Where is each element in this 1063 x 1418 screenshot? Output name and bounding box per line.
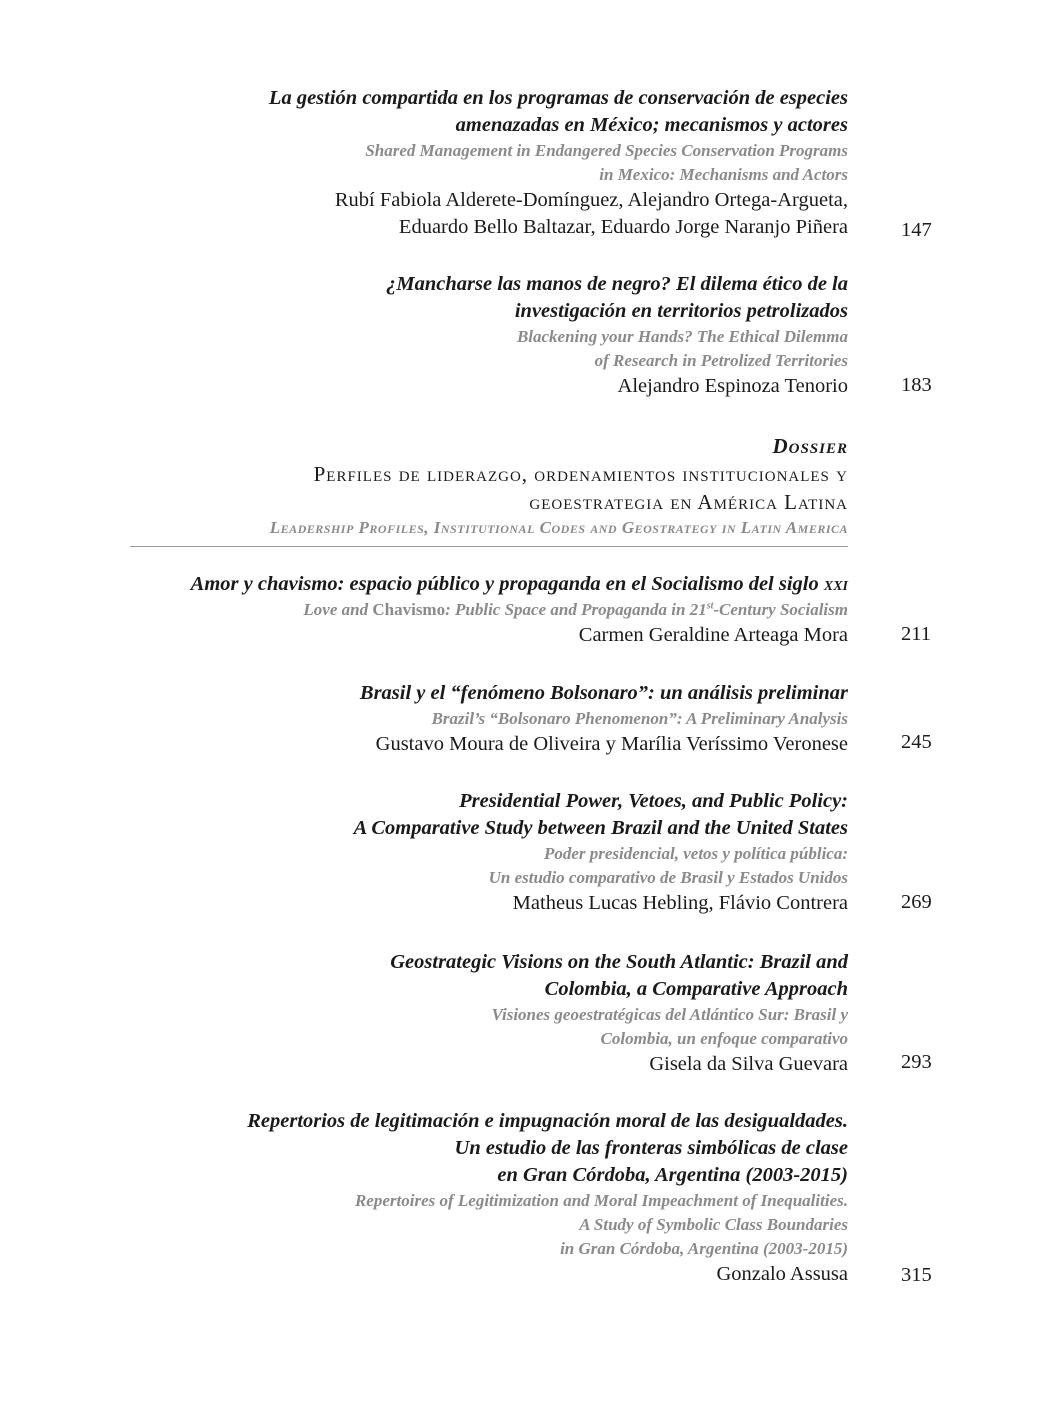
toc-entry[interactable] (88, 680, 848, 758)
dossier-label: Dossier (772, 434, 848, 458)
article-authors: Rubí Fabiola Alderete-Domínguez, Alejandro Ortega-Argueta, Eduardo Bello Baltazar, Eduardo Jorge Naranjo Piñera (334, 189, 848, 238)
page-number: 245 (901, 731, 932, 753)
page-number: 147 (901, 219, 932, 241)
article-authors: Gustavo Moura de Oliveira y Marília Veríssimo Veronese (375, 733, 848, 755)
article-authors: Alejandro Espinoza Tenorio (617, 375, 848, 397)
article-subtitle: Blackening your Hands? The Ethical Dilemma of Research in Petrolized Territories (516, 327, 848, 370)
page-number: 211 (901, 623, 931, 645)
toc-entry[interactable] (88, 788, 848, 917)
article-subtitle: Repertoires of Legitimization and Moral Impeachment of Inequalities. A Study of Symbolic Class Boundaries in Gran Córdoba, Argentina (2003-2015) (354, 1191, 848, 1258)
dossier-title: Perfiles de liderazgo, ordenamientos institucionales y geoestrategia en América Latina (313, 462, 848, 514)
article-authors: Carmen Geraldine Arteaga Mora (578, 624, 848, 646)
article-title: La gestión compartida en los programas de conservación de especies amenazadas en México; mecanismos y actores (268, 87, 848, 136)
article-authors: Gisela da Silva Guevara (649, 1053, 848, 1075)
article-title: Amor y chavismo: espacio público y propaganda en el Socialismo del siglo xxi (190, 573, 848, 595)
page-number: 315 (901, 1264, 932, 1286)
page-number: 183 (901, 374, 932, 396)
toc-entry[interactable] (88, 949, 848, 1078)
article-authors: Gonzalo Assusa (716, 1263, 848, 1285)
section-divider (130, 546, 848, 547)
article-title: ¿Mancharse las manos de negro? El dilema ético de la investigación en territorios petrolizados (386, 273, 848, 322)
article-title: Geostrategic Visions on the South Atlantic: Brazil and Colombia, a Comparative Approach (390, 951, 848, 1000)
toc-entry[interactable] (88, 1108, 848, 1288)
toc-entry[interactable] (88, 271, 848, 400)
article-title: Repertorios de legitimación e impugnación moral de las desigualdades. Un estudio de las fronteras simbólicas de clase en Gran Córdoba, Argentina (2003-2015) (247, 1110, 848, 1186)
toc-entry[interactable] (88, 571, 848, 649)
dossier-header (88, 432, 848, 540)
article-subtitle: Love and Chavismo: Public Space and Propaganda in 21st-Century Socialism (303, 600, 848, 619)
article-subtitle: Poder presidencial, vetos y política pública: Un estudio comparativo de Brasil y Estados Unidos (488, 844, 848, 887)
article-subtitle: Brazil’s “Bolsonaro Phenomenon”: A Preliminary Analysis (431, 709, 848, 728)
article-title: Presidential Power, Vetoes, and Public Policy: A Comparative Study between Brazil and the United States (353, 790, 848, 839)
article-subtitle: Visiones geoestratégicas del Atlántico Sur: Brasil y Colombia, un enfoque comparativo (491, 1005, 848, 1048)
page-number: 269 (901, 891, 932, 913)
article-subtitle: Shared Management in Endangered Species Conservation Programs in Mexico: Mechanisms and Actors (365, 141, 848, 184)
article-authors: Matheus Lucas Hebling, Flávio Contrera (512, 892, 848, 914)
toc-entry[interactable] (88, 85, 848, 241)
article-title: Brasil y el “fenómeno Bolsonaro”: un análisis preliminar (359, 682, 848, 704)
page-number: 293 (901, 1051, 932, 1073)
dossier-subtitle: Leadership Profiles, Institutional Codes and Geostrategy in Latin America (269, 518, 848, 537)
